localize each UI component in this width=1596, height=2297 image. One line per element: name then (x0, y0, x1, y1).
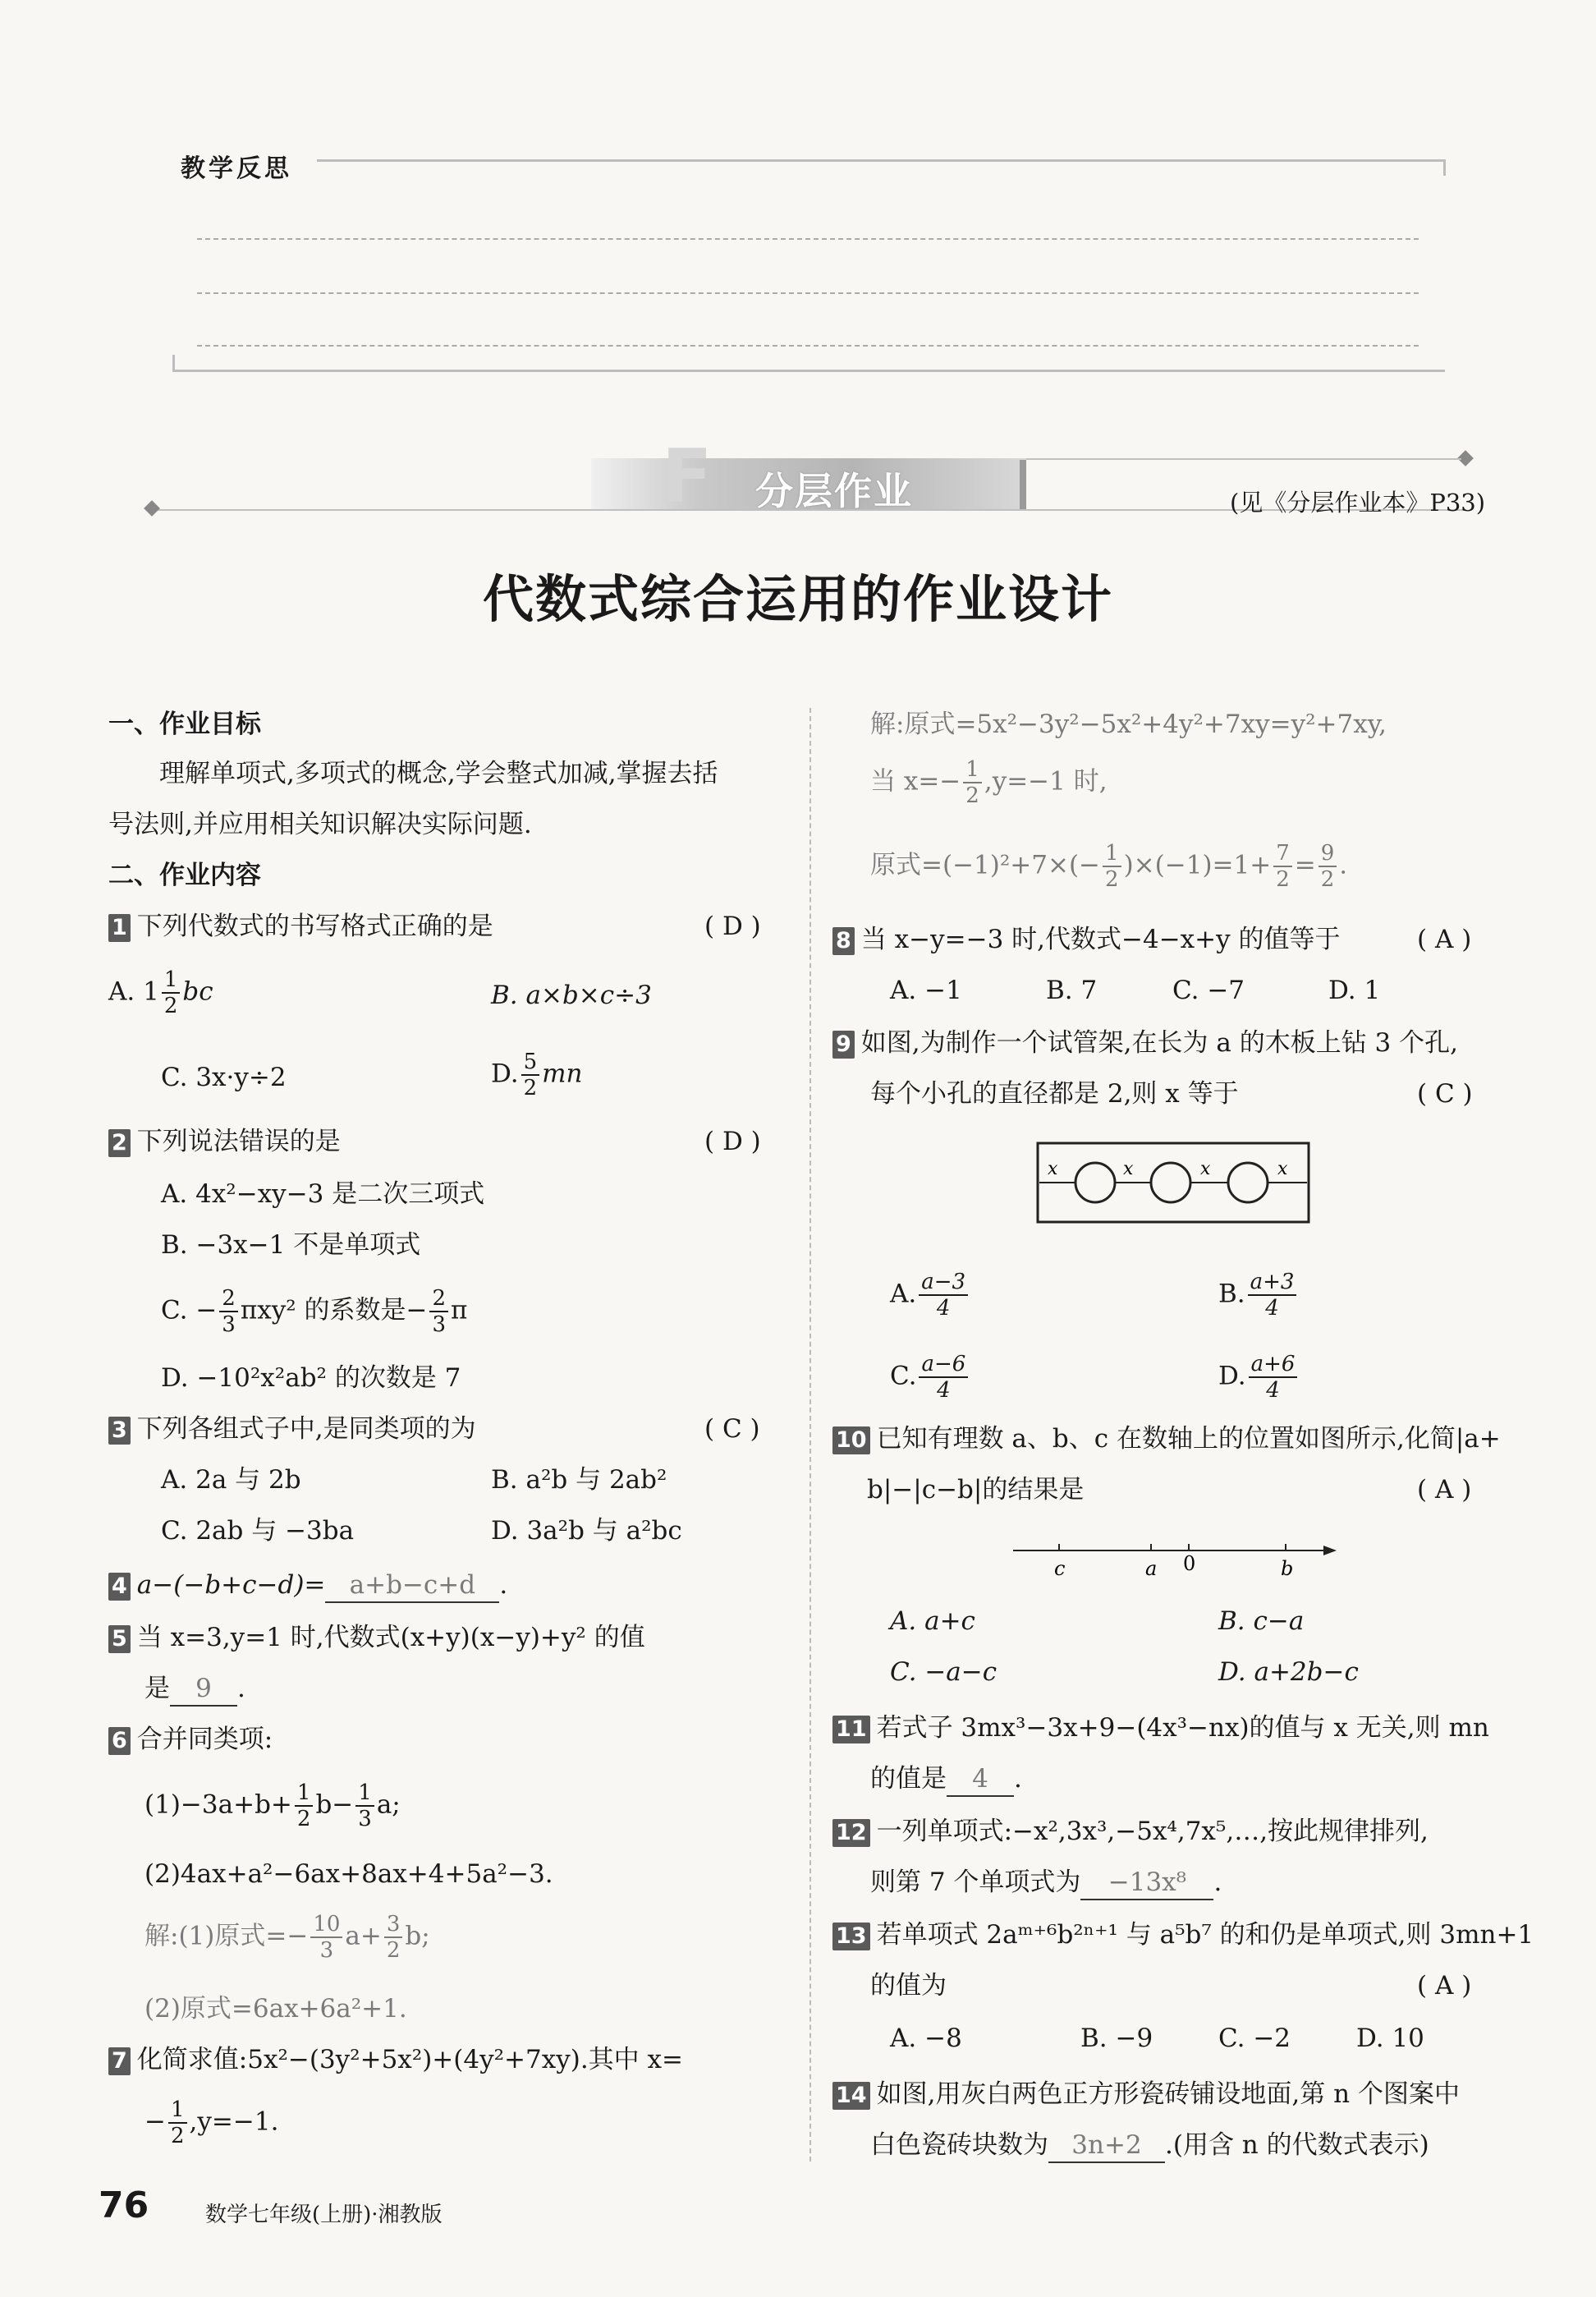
q9-c-den: 4 (937, 1378, 951, 1403)
q1-d-den: 2 (523, 1076, 538, 1100)
gap-label-4: x (1277, 1159, 1288, 1179)
q12-line-2 (870, 1866, 1222, 1900)
q9-stem (832, 1027, 1458, 1059)
hole-2 (1151, 1163, 1190, 1202)
reflection-header-tick (1443, 159, 1446, 176)
q2-option-d: D. −10²x²ab² 的次数是 7 (161, 1363, 461, 1393)
label-0: 0 (1183, 1552, 1196, 1575)
q5-blank[interactable]: 9 (170, 1672, 237, 1707)
q8-number: 8 (832, 927, 855, 955)
q12-number: 12 (832, 1819, 870, 1847)
q6-s1-den-1: 3 (319, 1938, 334, 1963)
q6-s1-num-2: 3 (384, 1913, 403, 1938)
q3-answer: ( C ) (704, 1414, 760, 1444)
q1-d-num: 5 (521, 1051, 540, 1076)
sol7-l3-num-2: 7 (1273, 843, 1292, 867)
q11-end: . (1014, 1764, 1022, 1794)
q10-stem (832, 1422, 1501, 1455)
q6-s1-prefix: 解:(1)原式=− (144, 1921, 309, 1951)
q9-number: 9 (832, 1031, 855, 1059)
q6-solution-1 (144, 1913, 430, 1961)
q5-stem (108, 1621, 645, 1654)
q3-option-b: B. a²b 与 2ab² (491, 1465, 667, 1495)
label-b: b (1281, 1557, 1294, 1580)
q2-c-num-1: 2 (219, 1288, 238, 1312)
q1-d-post: mn (542, 1059, 583, 1089)
section-1-heading: 一、作业目标 (108, 710, 261, 739)
q2-c-middle: πxy² 的系数是− (240, 1295, 428, 1325)
q6-s1-den-2: 2 (386, 1938, 401, 1963)
q13-text: 若单项式 2aᵐ⁺⁶b²ⁿ⁺¹ 与 a⁵b⁷ 的和仍是单项式,则 3mn+1 (876, 1920, 1534, 1950)
q1-a-prefix: A. 1 (108, 976, 159, 1007)
q13-answer: ( A ) (1417, 1971, 1472, 2001)
q9-d-den: 4 (1266, 1378, 1280, 1403)
banner-rule-diamond-left (144, 500, 160, 517)
q3-number: 3 (108, 1417, 131, 1445)
q1-a-den: 2 (163, 994, 178, 1018)
q14-line-2 (870, 2129, 1429, 2163)
reflection-line-1 (197, 238, 1419, 240)
q6-s1-middle: a+ (345, 1921, 382, 1951)
q2-option-c (161, 1288, 467, 1335)
q12-end: . (1213, 1867, 1222, 1897)
q4-line (108, 1569, 507, 1603)
q13-number: 13 (832, 1923, 870, 1950)
q7-text: 化简求值:5x²−(3y²+5x²)+(4y²+7xy).其中 x= (136, 2045, 683, 2074)
q1-option-b: B. a×b×c÷3 (491, 981, 652, 1010)
q6-p1-prefix: (1)−3a+b+ (144, 1789, 292, 1820)
q5-end: . (237, 1674, 245, 1703)
q1-number: 1 (108, 914, 131, 942)
q6-number: 6 (108, 1727, 131, 1755)
q9-text: 如图,为制作一个试管架,在长为 a 的木板上钻 3 个孔, (860, 1028, 1458, 1058)
q8-answer: ( A ) (1417, 925, 1472, 954)
sol7-l3-post: . (1339, 850, 1348, 880)
q3-option-d: D. 3a²b 与 a²bc (491, 1516, 682, 1546)
q13-option-a: A. −8 (890, 2024, 962, 2053)
q1-stem (108, 910, 493, 943)
q3-option-a: A. 2a 与 2b (161, 1465, 301, 1495)
banner-f-glyph: F (662, 434, 713, 520)
q13-option-d: D. 10 (1356, 2024, 1424, 2053)
q4-number: 4 (108, 1573, 131, 1601)
q9-option-c (890, 1353, 970, 1401)
q9-d-num: a+6 (1249, 1353, 1298, 1378)
q6-s1-post: b; (405, 1921, 430, 1951)
q10-option-d: D. a+2b−c (1218, 1657, 1359, 1687)
q6-p1-middle: b− (315, 1789, 354, 1820)
q4-blank[interactable]: a+b−c+d (325, 1569, 499, 1603)
q11-stem (832, 1711, 1489, 1744)
q2-c-prefix: C. − (161, 1295, 218, 1325)
q7-solution-line-1: 解:原式=5x²−3y²−5x²+4y²+7xy=y²+7xy, (870, 710, 1387, 739)
q10-option-b: B. c−a (1218, 1606, 1305, 1636)
reflection-line-3 (197, 345, 1419, 347)
q9-a-prefix: A. (890, 1279, 917, 1309)
q2-option-b: B. −3x−1 不是单项式 (161, 1230, 421, 1260)
section-2-heading: 二、作业内容 (108, 861, 261, 890)
q9-a-frac (919, 1271, 968, 1319)
q13-option-b: B. −9 (1080, 2024, 1153, 2053)
q11-text: 若式子 3mx³−3x+9−(4x³−nx)的值与 x 无关,则 mn (876, 1713, 1489, 1743)
q13-option-c: C. −2 (1218, 2024, 1291, 2053)
gap-label-3: x (1200, 1159, 1211, 1179)
section-1-paragraph-line-1: 理解单项式,多项式的概念,学会整式加减,掌握去括 (159, 759, 718, 788)
number-line-figure (1010, 1529, 1338, 1587)
sol7-l3-den-3: 2 (1320, 867, 1335, 892)
sol7-l2-den: 2 (965, 783, 979, 808)
q1-a-post: bc (182, 976, 213, 1007)
q10-number: 10 (832, 1426, 870, 1454)
q6-s1-num-1: 10 (310, 1913, 342, 1938)
sol7-l3-middle: )×(−1)=1+ (1123, 850, 1272, 880)
q12-blank[interactable]: −13x⁸ (1080, 1866, 1213, 1900)
q14-number: 14 (832, 2082, 870, 2110)
q5-text: 当 x=3,y=1 时,代数式(x+y)(x−y)+y² 的值 (136, 1623, 645, 1652)
hole-3 (1228, 1163, 1268, 1202)
q4-text: a−(−b+c−d)= (136, 1570, 326, 1600)
q7-solution-line-3 (870, 843, 1347, 890)
gap-label-2: x (1123, 1159, 1134, 1179)
q7-l2-frac (168, 2099, 187, 2147)
sol7-l2-prefix: 当 x=− (870, 766, 961, 797)
q9-c-frac (919, 1353, 968, 1401)
q13-stem (832, 1918, 1534, 1951)
q14-stem (832, 2078, 1460, 2111)
banner-end-bar (1020, 460, 1026, 509)
q9-b-frac (1248, 1271, 1297, 1319)
q6-p1-num-1: 1 (295, 1782, 314, 1807)
sol7-l3-den-2: 2 (1276, 867, 1290, 892)
q2-option-a: A. 4x²−xy−3 是二次三项式 (161, 1179, 485, 1209)
q6-p1-den-1: 2 (296, 1807, 311, 1831)
sol7-l2-num: 1 (963, 759, 982, 783)
q2-c-frac-2 (429, 1288, 448, 1335)
q7-line-2 (144, 2099, 278, 2147)
q2-c-num-2: 2 (429, 1288, 448, 1312)
q1-d-prefix: D. (491, 1059, 519, 1089)
q9-d-frac (1249, 1353, 1298, 1401)
q5-line-2 (144, 1672, 245, 1707)
q5-number: 5 (108, 1625, 131, 1653)
q14-end: .(用含 n 的代数式表示) (1165, 2130, 1429, 2160)
q7-l2-num: 1 (168, 2099, 187, 2124)
label-c: c (1054, 1557, 1066, 1580)
q6-part-2: (2)4ax+a²−6ax+8ax+4+5a²−3. (144, 1859, 553, 1889)
q6-p1-num-2: 1 (355, 1782, 374, 1807)
q4-end: . (499, 1570, 508, 1600)
sol7-l2-frac (963, 759, 982, 806)
q5-line-2-prefix: 是 (144, 1674, 170, 1703)
q11-blank[interactable]: 4 (947, 1762, 1014, 1797)
q14-text: 如图,用灰白两色正方形瓷砖铺设地面,第 n 个图案中 (876, 2079, 1460, 2109)
q8-option-a: A. −1 (890, 976, 962, 1005)
q11-line-2 (870, 1762, 1022, 1797)
test-tube-rack-figure (1036, 1142, 1310, 1224)
q8-option-c: C. −7 (1172, 976, 1245, 1005)
q2-c-post: π (451, 1295, 468, 1325)
q14-blank[interactable]: 3n+2 (1048, 2129, 1165, 2163)
banner-label: 分层作业 (755, 469, 913, 513)
q12-stem (832, 1815, 1429, 1848)
q9-answer: ( C ) (1417, 1079, 1473, 1109)
q6-p1-post: a; (376, 1789, 401, 1820)
q9-option-d (1218, 1353, 1300, 1401)
q3-text: 下列各组式子中,是同类项的为 (136, 1414, 476, 1444)
reflection-label: 教学反思 (181, 154, 292, 183)
q2-c-den-1: 3 (222, 1312, 236, 1337)
q10-answer: ( A ) (1417, 1475, 1472, 1505)
q8-stem (832, 923, 1341, 956)
gap-label-1: x (1048, 1159, 1058, 1179)
q7-solution-line-2 (870, 759, 1108, 806)
q9-stem-line-2: 每个小孔的直径都是 2,则 x 等于 (870, 1079, 1239, 1109)
page-number: 76 (99, 2184, 149, 2226)
hole-1 (1075, 1163, 1115, 1202)
q9-c-num: a−6 (919, 1353, 968, 1378)
q9-b-den: 4 (1265, 1296, 1279, 1321)
q9-b-prefix: B. (1218, 1279, 1245, 1309)
q9-a-num: a−3 (919, 1271, 968, 1296)
q9-a-den: 4 (936, 1296, 951, 1321)
sol7-l3-frac-3 (1319, 843, 1337, 890)
q8-option-b: B. 7 (1046, 976, 1098, 1005)
q2-text: 下列说法错误的是 (136, 1127, 341, 1156)
reflection-line-2 (197, 292, 1419, 294)
column-divider (809, 708, 811, 2161)
reflection-footer-line (172, 370, 1445, 372)
q6-s1-frac-1 (310, 1913, 342, 1961)
q9-c-prefix: C. (890, 1361, 917, 1391)
number-line-arrow (1323, 1546, 1337, 1555)
q6-part-1 (144, 1782, 401, 1830)
q9-option-a (890, 1271, 970, 1319)
q12-text: 一列单项式:−x²,3x³,−5x⁴,7x⁵,…,按此规律排列, (876, 1817, 1429, 1846)
reflection-header-line (317, 159, 1445, 162)
q12-line-2-prefix: 则第 7 个单项式为 (870, 1867, 1081, 1897)
q1-option-c: C. 3x·y÷2 (161, 1063, 287, 1092)
section-1-paragraph-line-2: 号法则,并应用相关知识解决实际问题. (108, 810, 532, 839)
reflection-footer-tick (172, 355, 175, 371)
q10-option-c: C. −a−c (890, 1657, 998, 1687)
q6-p1-frac-1 (295, 1782, 314, 1830)
q7-l2-post: ,y=−1. (189, 2106, 279, 2137)
page-footer: 数学七年级(上册)·湘教版 (205, 2203, 443, 2227)
label-a: a (1145, 1557, 1158, 1580)
q13-stem-line-2: 的值为 (870, 1971, 947, 2001)
q9-d-prefix: D. (1218, 1361, 1246, 1391)
q7-stem (108, 2043, 683, 2076)
q6-solution-2: (2)原式=6ax+6a²+1. (144, 1994, 407, 2024)
sol7-l3-prefix: 原式=(−1)²+7×(− (870, 850, 1101, 880)
q6-p1-den-2: 3 (358, 1807, 372, 1831)
q6-stem (108, 1723, 273, 1756)
sol7-l3-num-1: 1 (1103, 843, 1121, 867)
q2-stem (108, 1125, 341, 1158)
sol7-l3-equals: = (1294, 850, 1316, 880)
q10-option-a: A. a+c (890, 1606, 975, 1636)
sol7-l3-den-1: 2 (1105, 867, 1119, 892)
q1-answer: ( D ) (704, 912, 761, 941)
q1-option-d (491, 1051, 583, 1099)
q6-p1-frac-2 (355, 1782, 374, 1830)
sol7-l3-num-3: 9 (1319, 843, 1337, 867)
sol7-l3-frac-1 (1103, 843, 1121, 890)
q2-answer: ( D ) (704, 1127, 761, 1156)
q9-b-num: a+3 (1248, 1271, 1297, 1296)
q7-number: 7 (108, 2047, 131, 2075)
reference-note: (见《分层作业本》P33) (1230, 489, 1486, 517)
q3-option-c: C. 2ab 与 −3ba (161, 1516, 355, 1546)
q11-number: 11 (832, 1716, 870, 1743)
banner-rule-right (1026, 458, 1461, 460)
q10-text: 已知有理数 a、b、c 在数轴上的位置如图所示,化简|a+ (876, 1424, 1501, 1454)
page-title: 代数式综合运用的作业设计 (482, 569, 1113, 629)
q6-text: 合并同类项: (136, 1725, 273, 1754)
q2-c-den-2: 3 (432, 1312, 447, 1337)
q9-option-b (1218, 1271, 1299, 1319)
q8-text: 当 x−y=−3 时,代数式−4−x+y 的值等于 (860, 925, 1341, 954)
q1-text: 下列代数式的书写格式正确的是 (136, 912, 493, 941)
q8-option-d: D. 1 (1328, 976, 1381, 1005)
q3-stem (108, 1413, 476, 1445)
sol7-l2-post: ,y=−1 时, (984, 766, 1108, 797)
q1-a-frac (162, 969, 181, 1017)
q1-d-frac (521, 1051, 540, 1099)
q11-line-2-prefix: 的值是 (870, 1764, 947, 1794)
q10-stem-line-2: b|−|c−b|的结果是 (867, 1475, 1085, 1505)
q14-line-2-prefix: 白色瓷砖块数为 (870, 2130, 1048, 2160)
q2-c-frac-1 (219, 1288, 238, 1335)
q1-a-num: 1 (162, 969, 181, 994)
q1-option-a (108, 969, 213, 1017)
q7-l2-prefix: − (144, 2106, 166, 2137)
q6-s1-frac-2 (384, 1913, 403, 1961)
q2-number: 2 (108, 1129, 131, 1157)
sol7-l3-frac-2 (1273, 843, 1292, 890)
q7-l2-den: 2 (170, 2124, 185, 2148)
